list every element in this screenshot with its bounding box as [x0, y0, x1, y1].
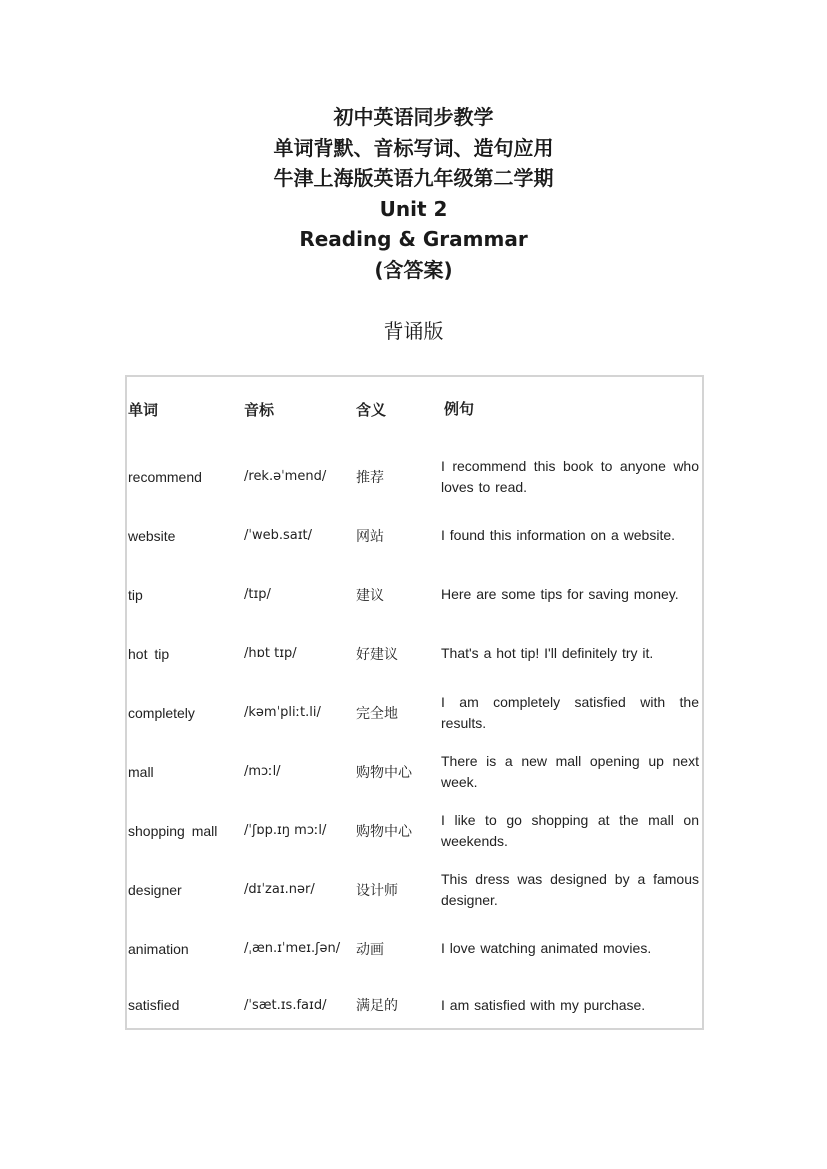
word-cell: completely	[128, 704, 195, 721]
vocabulary-table	[127, 377, 702, 1032]
title-line-unit: Unit 2	[379, 196, 448, 221]
word-cell: satisfied	[128, 997, 180, 1013]
meaning-cell: 购物中心	[356, 823, 412, 840]
column-header-word: 单词	[128, 401, 159, 419]
table-row	[127, 801, 702, 860]
meaning-cell: 动画	[356, 941, 384, 958]
table-row	[127, 978, 702, 1032]
meaning-cell: 网站	[356, 528, 384, 545]
example-cell: I like to go shopping at the mall on weekends.	[441, 811, 699, 849]
phonetic-cell: /kəmˈpliːt.li/	[244, 705, 321, 720]
table-row	[127, 683, 702, 742]
meaning-cell: 建议	[356, 587, 384, 604]
table-row	[127, 919, 702, 978]
table-row	[127, 624, 702, 683]
word-cell: mall	[128, 763, 154, 780]
phonetic-cell: /ˈsæt.ɪs.faɪd/	[244, 997, 327, 1013]
phonetic-cell: /ˈweb.saɪt/	[244, 528, 313, 543]
table-row	[127, 565, 702, 624]
example-cell: I am satisfied with my purchase.	[441, 996, 646, 1013]
word-cell: tip	[128, 586, 143, 603]
example-cell: I love watching animated movies.	[441, 940, 652, 956]
vocabulary-table-frame	[125, 375, 704, 1030]
example-cell: That's a hot tip! I'll definitely try it.	[441, 645, 654, 661]
meaning-cell: 满足的	[356, 998, 398, 1014]
table-header-row	[127, 377, 702, 447]
title-line-topic: 单词背默、音标写词、造句应用	[273, 135, 554, 160]
title-line-section: Reading & Grammar	[299, 227, 528, 251]
example-cell: Here are some tips for saving money.	[441, 586, 679, 602]
document-title	[0, 102, 827, 285]
meaning-cell: 好建议	[356, 646, 398, 663]
meaning-cell: 完全地	[356, 705, 398, 722]
meaning-cell: 购物中心	[356, 764, 412, 781]
column-header-phonetic: 音标	[244, 401, 275, 419]
word-cell: website	[128, 527, 176, 544]
phonetic-cell: /dɪˈzaɪ.nər/	[244, 882, 315, 897]
example-cell: I found this information on a website.	[441, 527, 676, 543]
example-cell: I recommend this book to anyone who loves to read.	[441, 457, 699, 495]
example-cell: This dress was designed by a famous designer.	[441, 870, 699, 908]
meaning-cell: 推荐	[356, 469, 384, 486]
phonetic-cell: /hɒt tɪp/	[244, 646, 297, 661]
column-header-meaning: 含义	[356, 401, 387, 419]
title-line-course: 初中英语同步教学	[333, 105, 494, 129]
word-cell: animation	[128, 940, 189, 957]
table-row	[127, 447, 702, 506]
table-row	[127, 860, 702, 919]
title-line-answers-note: (含答案)	[374, 257, 453, 282]
column-header-example: 例句	[444, 400, 475, 418]
page-subtitle: 背诵版	[383, 319, 444, 343]
example-cell: There is a new mall opening up next week.	[441, 752, 699, 790]
phonetic-cell: /tɪp/	[244, 587, 271, 602]
example-cell: I am completely satisfied with the results.	[441, 693, 699, 731]
word-cell: designer	[128, 881, 182, 898]
phonetic-cell: /rek.əˈmend/	[244, 469, 327, 484]
word-cell: recommend	[128, 468, 202, 485]
phonetic-cell: /mɔːl/	[244, 764, 281, 779]
title-line-textbook: 牛津上海版英语九年级第二学期	[273, 166, 554, 190]
phonetic-cell: /ˌæn.ɪˈmeɪ.ʃən/	[244, 941, 341, 956]
word-cell: shopping mall	[128, 822, 218, 839]
phonetic-cell: /ˈʃɒp.ɪŋ mɔːl/	[244, 823, 327, 838]
table-row	[127, 506, 702, 565]
word-cell: hot tip	[128, 645, 170, 662]
table-row	[127, 742, 702, 801]
meaning-cell: 设计师	[356, 882, 398, 899]
